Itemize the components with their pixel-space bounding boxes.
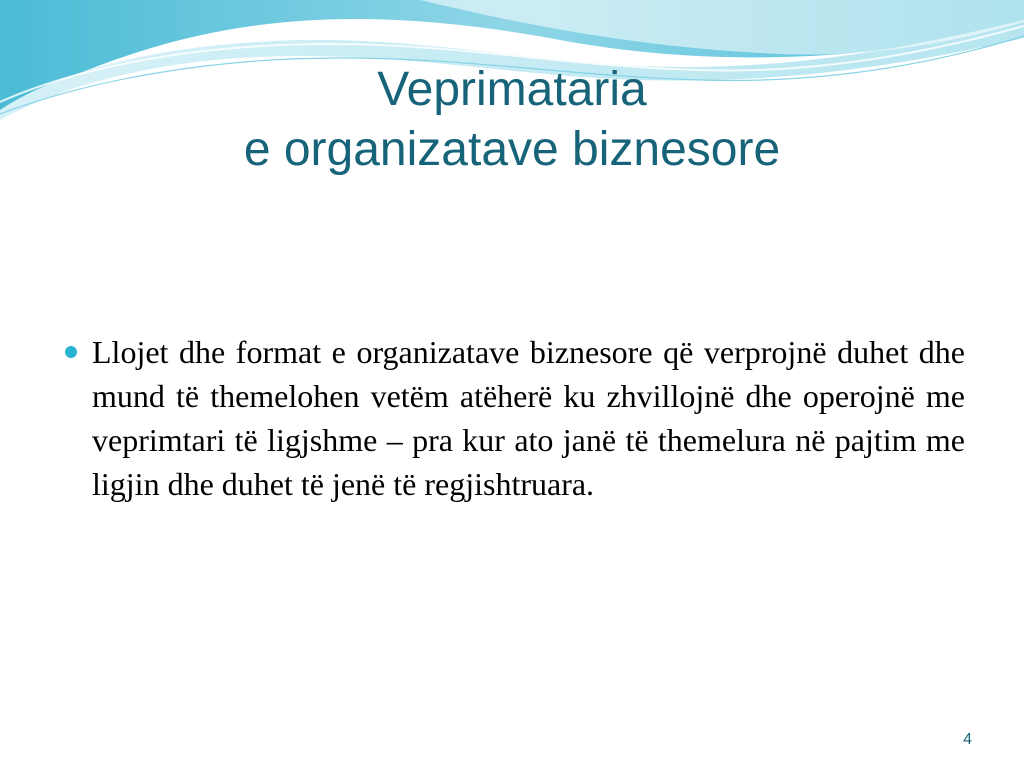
title-line-1: Veprimataria	[377, 63, 647, 116]
page-number: 4	[963, 731, 972, 748]
title-line-2: e organizatave biznesore	[243, 123, 781, 176]
bullet-text: Llojet dhe format e organizatave biznesore që verprojnë duhet dhe mund të themelohen vetëm atëherë ku zhvillojnë dhe operojnë me veprimtari të ligjshme – pra kur ato janë të themelura në pajtim me ligjin dhe duhet të jenë të regjishtruara.	[92, 334, 965, 502]
bullet-icon	[65, 346, 77, 358]
content-area	[63, 330, 965, 506]
bullet-item	[63, 330, 965, 506]
slide-title	[0, 60, 1024, 180]
